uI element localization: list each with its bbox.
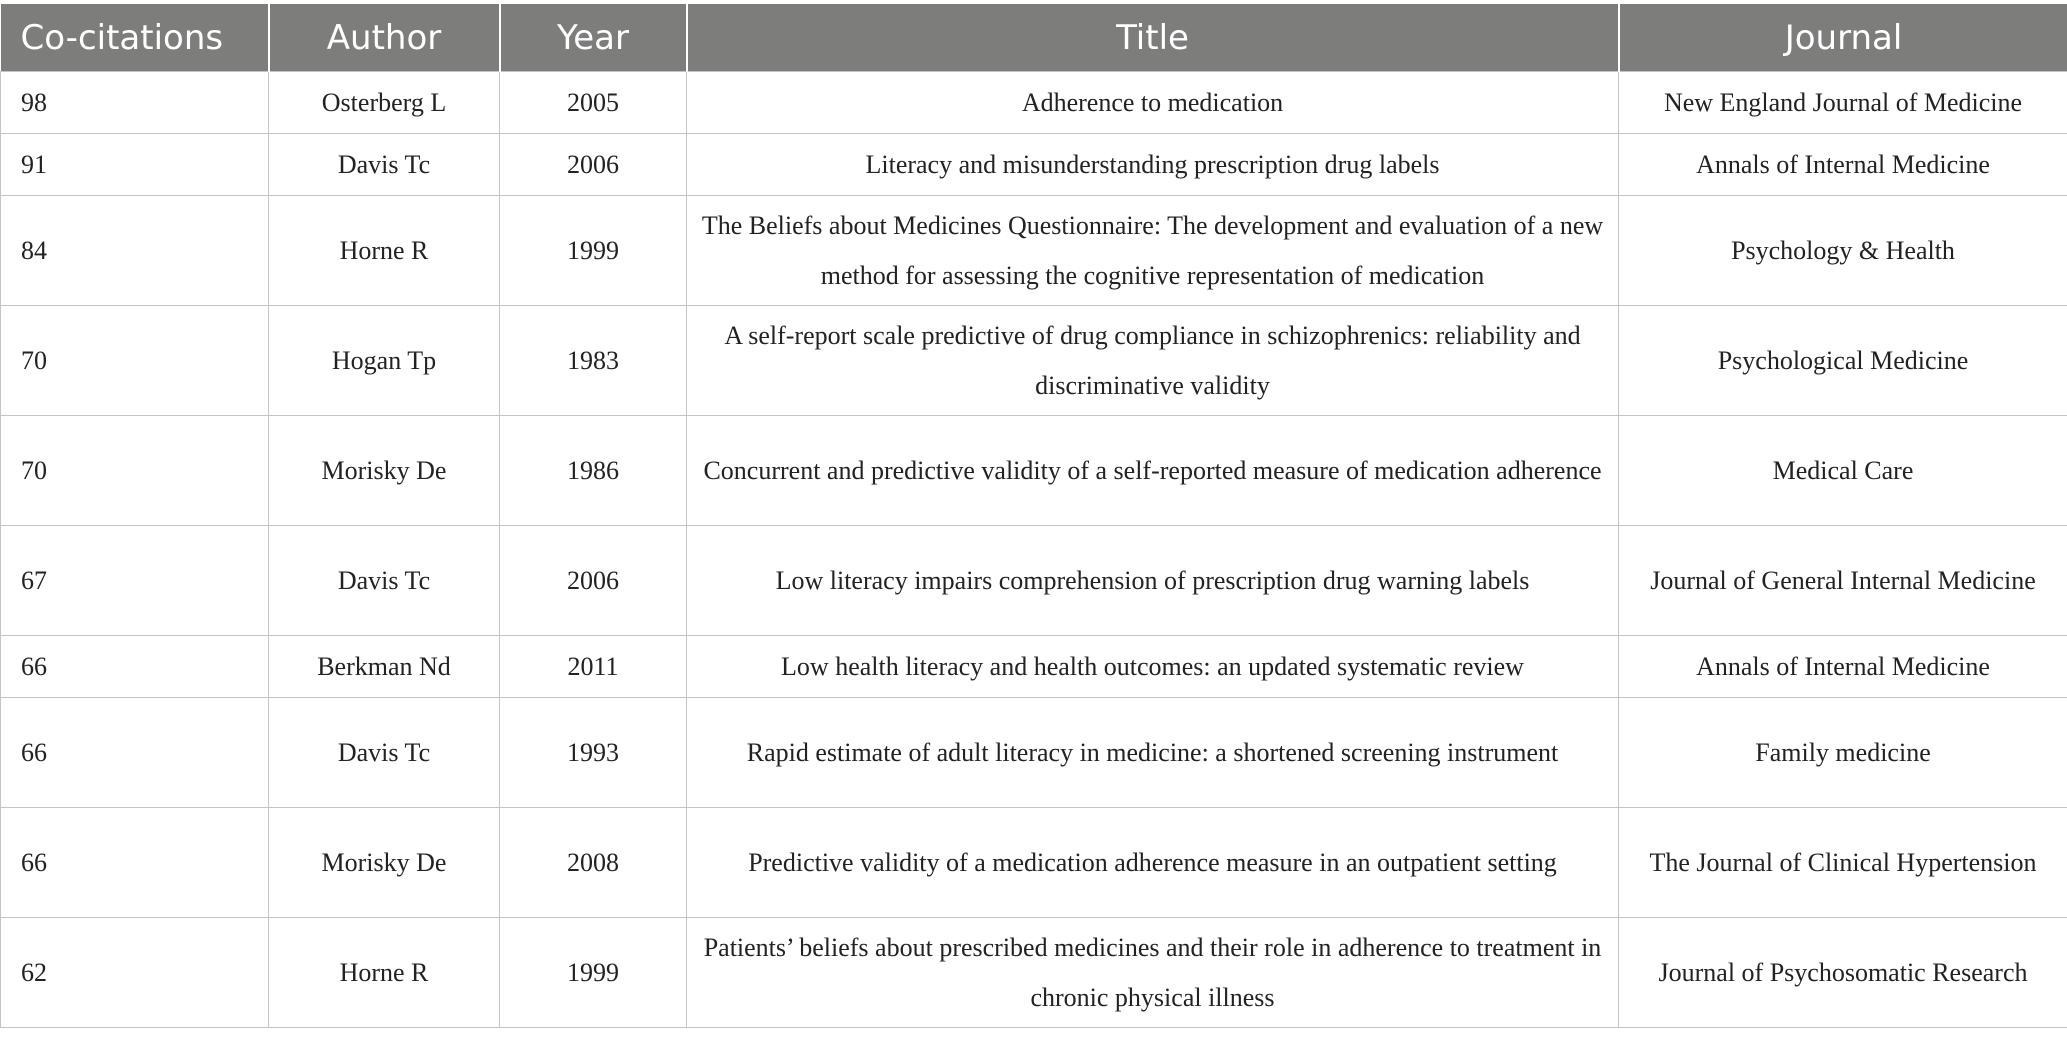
cell-journal: Journal of General Internal Medicine bbox=[1619, 526, 2067, 636]
cell-cocitations: 70 bbox=[1, 416, 269, 526]
cell-author: Morisky De bbox=[269, 808, 500, 918]
cell-journal: Psychological Medicine bbox=[1619, 306, 2067, 416]
cell-year: 1986 bbox=[500, 416, 687, 526]
table-row bbox=[1, 698, 2067, 808]
cell-title: Predictive validity of a medication adherence measure in an outpatient setting bbox=[687, 808, 1619, 918]
header-journal: Journal bbox=[1619, 4, 2067, 72]
cell-journal: Annals of Internal Medicine bbox=[1619, 134, 2067, 196]
cell-year: 2006 bbox=[500, 134, 687, 196]
cell-cocitations: 70 bbox=[1, 306, 269, 416]
cell-year: 2006 bbox=[500, 526, 687, 636]
cell-cocitations: 98 bbox=[1, 72, 269, 134]
header-cocitations: Co-citations bbox=[1, 4, 269, 72]
cell-journal: Journal of Psychosomatic Research bbox=[1619, 918, 2067, 1028]
cell-journal: Family medicine bbox=[1619, 698, 2067, 808]
cell-cocitations: 66 bbox=[1, 636, 269, 698]
cell-title: Literacy and misunderstanding prescription drug labels bbox=[687, 134, 1619, 196]
cell-author: Davis Tc bbox=[269, 698, 500, 808]
cell-author: Davis Tc bbox=[269, 526, 500, 636]
cell-cocitations: 84 bbox=[1, 196, 269, 306]
cell-cocitations: 91 bbox=[1, 134, 269, 196]
cell-title: Adherence to medication bbox=[687, 72, 1619, 134]
cell-journal: The Journal of Clinical Hypertension bbox=[1619, 808, 2067, 918]
cell-year: 1999 bbox=[500, 918, 687, 1028]
table-row bbox=[1, 526, 2067, 636]
cell-journal: Medical Care bbox=[1619, 416, 2067, 526]
cell-cocitations: 67 bbox=[1, 526, 269, 636]
cell-author: Morisky De bbox=[269, 416, 500, 526]
table-row bbox=[1, 636, 2067, 698]
cell-year: 2008 bbox=[500, 808, 687, 918]
cell-title: Low health literacy and health outcomes: an updated systematic review bbox=[687, 636, 1619, 698]
table-row bbox=[1, 416, 2067, 526]
header-author: Author bbox=[269, 4, 500, 72]
cell-title: A self-report scale predictive of drug compliance in schizophrenics: reliability and discriminative validity bbox=[687, 306, 1619, 416]
cell-author: Horne R bbox=[269, 918, 500, 1028]
cell-title: Low literacy impairs comprehension of prescription drug warning labels bbox=[687, 526, 1619, 636]
co-citation-table bbox=[0, 4, 2067, 1028]
cell-cocitations: 66 bbox=[1, 808, 269, 918]
cell-title: Patients’ beliefs about prescribed medicines and their role in adherence to treatment in chronic physical illness bbox=[687, 918, 1619, 1028]
cell-author: Berkman Nd bbox=[269, 636, 500, 698]
table-row bbox=[1, 134, 2067, 196]
cell-year: 1999 bbox=[500, 196, 687, 306]
table-row bbox=[1, 306, 2067, 416]
header-year: Year bbox=[500, 4, 687, 72]
cell-year: 1993 bbox=[500, 698, 687, 808]
table-row bbox=[1, 196, 2067, 306]
header-title: Title bbox=[687, 4, 1619, 72]
cell-title: Concurrent and predictive validity of a self-reported measure of medication adherence bbox=[687, 416, 1619, 526]
cell-year: 2005 bbox=[500, 72, 687, 134]
cell-author: Davis Tc bbox=[269, 134, 500, 196]
table-row bbox=[1, 72, 2067, 134]
table-row bbox=[1, 808, 2067, 918]
table-row bbox=[1, 918, 2067, 1028]
cell-author: Horne R bbox=[269, 196, 500, 306]
cell-cocitations: 62 bbox=[1, 918, 269, 1028]
cell-year: 2011 bbox=[500, 636, 687, 698]
cell-cocitations: 66 bbox=[1, 698, 269, 808]
cell-title: Rapid estimate of adult literacy in medicine: a shortened screening instrument bbox=[687, 698, 1619, 808]
cell-author: Hogan Tp bbox=[269, 306, 500, 416]
cell-journal: New England Journal of Medicine bbox=[1619, 72, 2067, 134]
table-header-row bbox=[1, 4, 2067, 72]
cell-journal: Annals of Internal Medicine bbox=[1619, 636, 2067, 698]
cell-title: The Beliefs about Medicines Questionnaire: The development and evaluation of a new method for assessing the cognitive representation of medication bbox=[687, 196, 1619, 306]
cell-author: Osterberg L bbox=[269, 72, 500, 134]
cell-year: 1983 bbox=[500, 306, 687, 416]
cell-journal: Psychology & Health bbox=[1619, 196, 2067, 306]
